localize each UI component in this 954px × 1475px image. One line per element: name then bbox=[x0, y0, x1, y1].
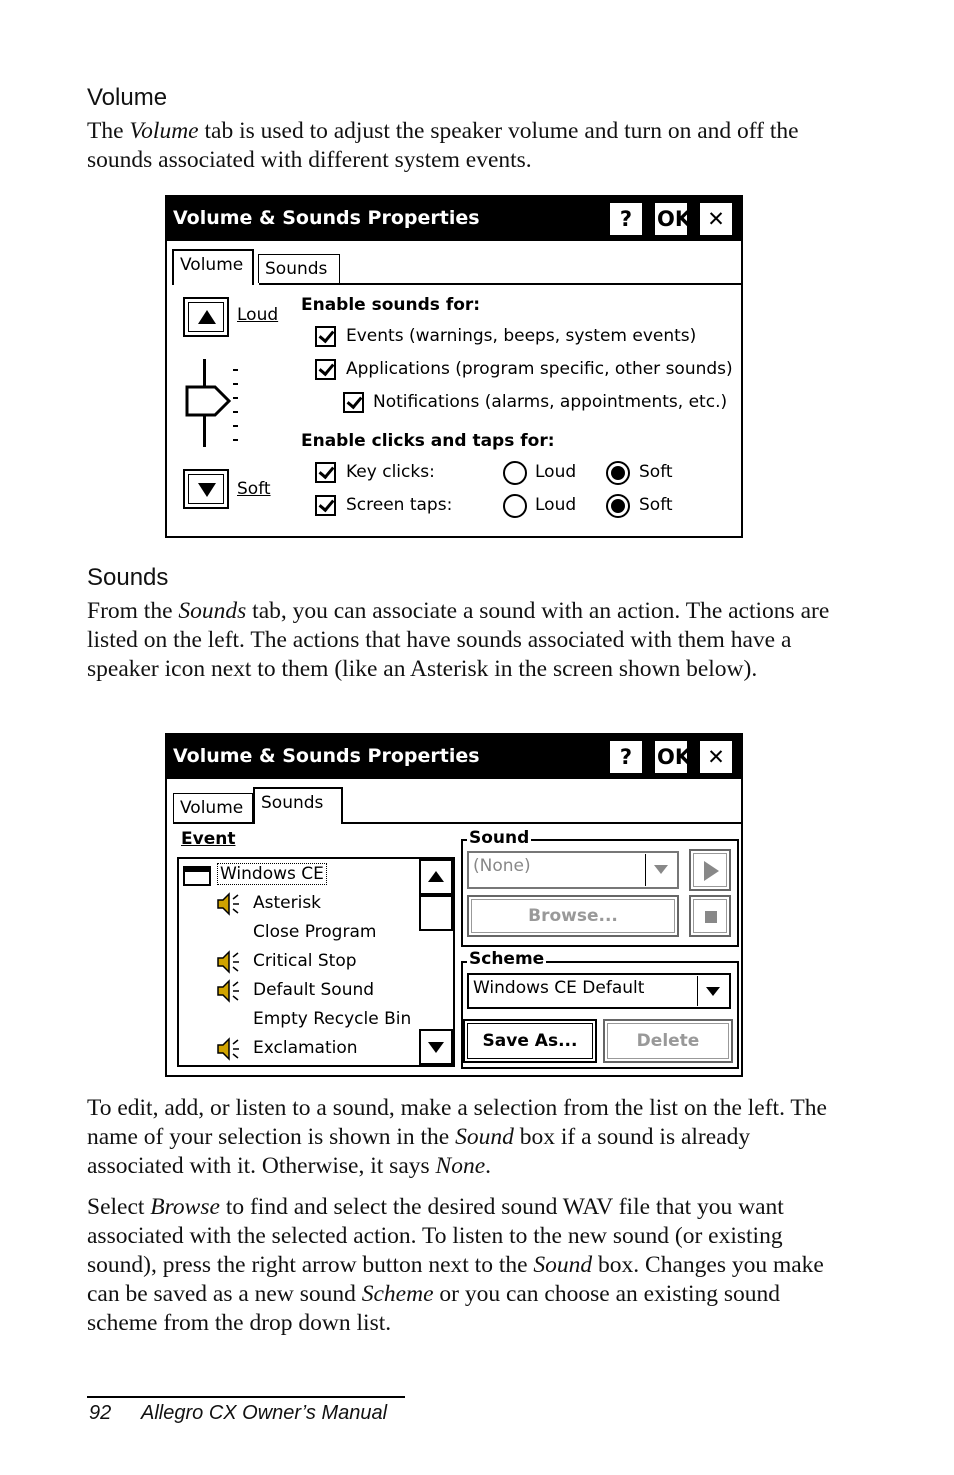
slider-tick bbox=[233, 439, 238, 441]
event-label: Event bbox=[181, 829, 236, 849]
event-list[interactable] bbox=[177, 857, 455, 1067]
slider-tick bbox=[233, 369, 238, 371]
stop-icon bbox=[705, 911, 717, 923]
screen-taps-loud-label: Loud bbox=[535, 495, 577, 515]
enable-sounds-heading: Enable sounds for: bbox=[301, 295, 481, 315]
screen-taps-label: Screen taps: bbox=[346, 495, 453, 515]
dropdown-arrow-icon bbox=[645, 854, 676, 886]
slider-tick bbox=[233, 411, 238, 413]
dialog-title: Volume & Sounds Properties bbox=[173, 207, 480, 229]
dropdown-arrow-icon bbox=[697, 976, 728, 1006]
stop-button[interactable] bbox=[689, 895, 731, 937]
edit-sound-paragraph: To edit, add, or listen to a sound, make a selection from the list on the left. The name of your selection is shown in the Sound box if a sound is already associated with it. Otherwise, it says None. bbox=[87, 1095, 827, 1179]
up-arrow-icon bbox=[198, 310, 216, 324]
speaker-icon bbox=[215, 978, 241, 1004]
dialog-title: Volume & Sounds Properties bbox=[173, 745, 480, 767]
screen-taps-soft-radio[interactable] bbox=[606, 494, 630, 518]
events-check-label: Events (warnings, beeps, system events) bbox=[346, 326, 697, 346]
scroll-thumb[interactable] bbox=[419, 895, 453, 931]
volume-down-button[interactable] bbox=[183, 469, 229, 509]
tab-sounds[interactable]: Sounds bbox=[253, 787, 343, 824]
sound-select[interactable] bbox=[467, 851, 679, 889]
tab-divider bbox=[173, 822, 255, 824]
enable-clicks-heading: Enable clicks and taps for: bbox=[301, 431, 555, 451]
slider-thumb-icon[interactable] bbox=[185, 385, 233, 417]
list-item[interactable]: Close Program bbox=[253, 922, 377, 942]
delete-button[interactable]: Delete bbox=[603, 1019, 733, 1063]
tab-volume[interactable]: Volume bbox=[173, 793, 253, 822]
footer-rule bbox=[87, 1396, 405, 1398]
save-as-button[interactable]: Save As... bbox=[463, 1019, 597, 1063]
applications-check-label: Applications (program specific, other sounds) bbox=[346, 359, 733, 379]
volume-sounds-dialog-sounds-tab bbox=[165, 733, 743, 1077]
key-clicks-checkbox[interactable] bbox=[315, 462, 336, 483]
key-clicks-loud-radio[interactable] bbox=[503, 461, 527, 485]
list-item-selected[interactable]: Windows CE bbox=[217, 863, 327, 885]
volume-paragraph: The Volume tab is used to adjust the speaker volume and turn on and off the sounds associated with different system events. bbox=[87, 118, 799, 173]
list-item[interactable]: Empty Recycle Bin bbox=[253, 1009, 412, 1029]
volume-sounds-dialog-volume-tab bbox=[165, 195, 743, 538]
tab-divider bbox=[259, 283, 741, 285]
key-clicks-label: Key clicks: bbox=[346, 462, 435, 482]
play-button[interactable] bbox=[689, 849, 731, 891]
key-clicks-soft-radio[interactable] bbox=[606, 461, 630, 485]
list-item[interactable]: Critical Stop bbox=[253, 951, 357, 971]
close-button[interactable]: ✕ bbox=[700, 741, 732, 773]
scheme-group-title: Scheme bbox=[469, 949, 545, 969]
ok-button[interactable]: OK bbox=[655, 203, 687, 235]
tab-volume[interactable]: Volume bbox=[172, 249, 254, 285]
screen-taps-checkbox[interactable] bbox=[315, 495, 336, 516]
scheme-select[interactable] bbox=[467, 973, 731, 1009]
section-heading-sounds: Sounds bbox=[87, 564, 169, 591]
tab-divider bbox=[343, 822, 741, 824]
volume-up-button[interactable] bbox=[183, 297, 229, 337]
help-button[interactable]: ? bbox=[610, 203, 642, 235]
browse-button[interactable]: Browse... bbox=[467, 895, 679, 937]
up-arrow-icon bbox=[428, 871, 444, 882]
title-bar bbox=[167, 735, 741, 779]
slider-tick bbox=[233, 397, 238, 399]
help-button[interactable]: ? bbox=[610, 741, 642, 773]
slider-tick bbox=[233, 383, 238, 385]
window-icon bbox=[183, 866, 211, 886]
events-checkbox[interactable] bbox=[315, 326, 336, 347]
section-heading-volume: Volume bbox=[87, 84, 168, 111]
down-arrow-icon bbox=[428, 1042, 444, 1053]
close-button[interactable]: ✕ bbox=[700, 203, 732, 235]
scroll-up-button[interactable] bbox=[419, 859, 453, 895]
applications-checkbox[interactable] bbox=[315, 359, 336, 380]
soft-label: Soft bbox=[237, 479, 271, 499]
footer-title: Allegro CX Owner’s Manual bbox=[141, 1402, 388, 1424]
scroll-down-button[interactable] bbox=[419, 1029, 453, 1065]
slider-tick bbox=[233, 425, 238, 427]
title-bar bbox=[167, 197, 741, 241]
key-clicks-loud-label: Loud bbox=[535, 462, 577, 482]
browse-paragraph: Select Browse to find and select the desired sound WAV file that you want associated with the selected action. To listen to the new sound (or existing sound), press the right arrow button next to the Sound box. Changes you make can be saved as a new sound Scheme or you can choose an existing sound scheme from the drop down list. bbox=[87, 1194, 824, 1336]
key-clicks-soft-label: Soft bbox=[639, 462, 673, 482]
sound-select-value: (None) bbox=[473, 856, 531, 876]
notifications-checkbox[interactable] bbox=[343, 392, 364, 413]
screen-taps-soft-label: Soft bbox=[639, 495, 673, 515]
screen-taps-loud-radio[interactable] bbox=[503, 494, 527, 518]
down-arrow-icon bbox=[198, 483, 216, 497]
tab-sounds[interactable]: Sounds bbox=[258, 254, 340, 283]
list-item[interactable]: Asterisk bbox=[253, 893, 322, 913]
sound-group-title: Sound bbox=[469, 828, 530, 848]
list-item[interactable]: Default Sound bbox=[253, 980, 375, 1000]
page-number: 92 bbox=[89, 1402, 112, 1424]
play-icon bbox=[704, 861, 719, 881]
sounds-paragraph: From the Sounds tab, you can associate a sound with an action. The actions are listed on the left. The actions that have sounds associated with them have a speaker icon next to them (like an Asterisk in the screen shown below). bbox=[87, 598, 830, 682]
loud-label: Loud bbox=[237, 305, 279, 325]
speaker-icon bbox=[215, 949, 241, 975]
speaker-icon bbox=[215, 1036, 241, 1062]
ok-button[interactable]: OK bbox=[655, 741, 687, 773]
notifications-check-label: Notifications (alarms, appointments, etc.) bbox=[373, 392, 728, 412]
list-item[interactable]: Exclamation bbox=[253, 1038, 358, 1058]
scheme-select-value: Windows CE Default bbox=[473, 978, 645, 998]
speaker-icon bbox=[215, 891, 241, 917]
